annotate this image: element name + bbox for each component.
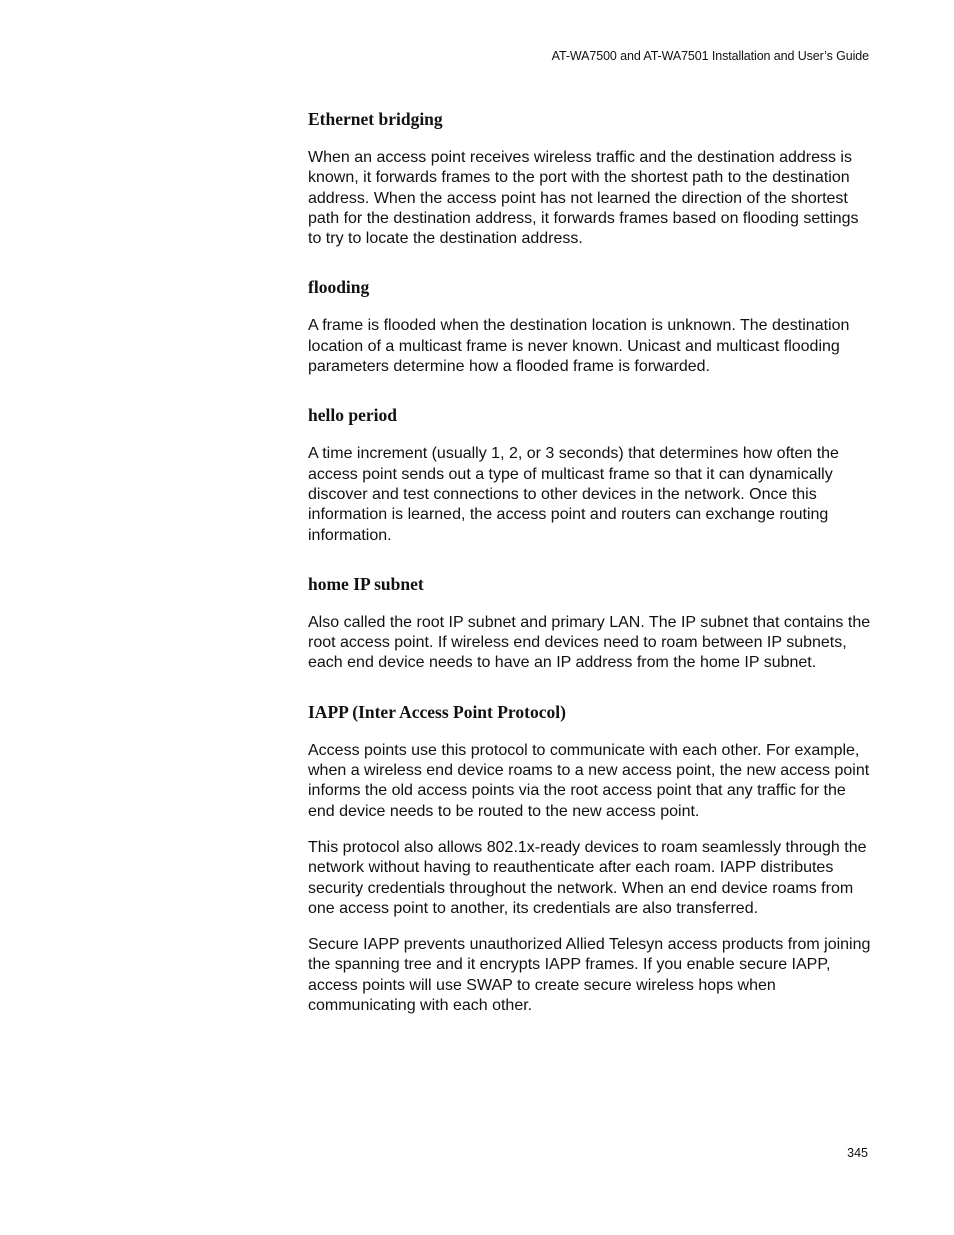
glossary-term: flooding [308,277,370,298]
glossary-definition: Access points use this protocol to communicate with each other. For example, when a wireless end device roams to a new access point, the new access point informs the old access points via the root access point that any traffic for the end device needs to be routed to the new access point. [308,741,870,820]
glossary-definition: A frame is flooded when the destination location is unknown. The destination location of a multicast frame is never known. Unicast and multicast flooding parameters determine how a flooded frame is forwarded. [308,317,850,376]
glossary-definition: A time increment (usually 1, 2, or 3 seconds) that determines how often the access point sends out a type of multicast frame so that it can dynamically discover and test connections to other devices in the network. Once this information is learned, the access point and routers can exchange routing information. [308,445,839,544]
running-header: AT-WA7500 and AT-WA7501 Installation and User’s Guide [551,49,869,63]
glossary-term: Ethernet bridging [308,109,443,129]
glossary-term: home IP subnet [308,573,424,594]
glossary-term: IAPP (Inter Access Point Protocol) [308,701,566,722]
glossary-content [308,108,874,1016]
glossary-definition: Secure IAPP prevents unauthorized Allied Telesyn access products from joining the spanning tree and it encrypts IAPP frames. If you enable secure IAPP, access points will use SWAP to create secure wireless hops when communicating with each other. [308,936,871,1015]
glossary-definition: Also called the root IP subnet and primary LAN. The IP subnet that contains the root access point. If wireless end devices need to roam between IP subnets, each end device needs to have an IP address from the home IP subnet. [308,613,871,672]
glossary-term: hello period [308,405,397,426]
page-number: 345 [847,1146,868,1160]
glossary-definition: When an access point receives wireless traffic and the destination address is known, it forwards frames to the port with the shortest path to the destination address. When the access point has not learned the direction of the shortest path for the destination address, it forwards frames based on flooding settings to try to locate the destination address. [308,149,859,248]
glossary-definition: This protocol also allows 802.1x-ready devices to roam seamlessly through the network without having to reauthenticate after each roam. IAPP distributes security credentials throughout the network. When an end device roams from one access point to another, its credentials are also transferred. [308,838,867,917]
